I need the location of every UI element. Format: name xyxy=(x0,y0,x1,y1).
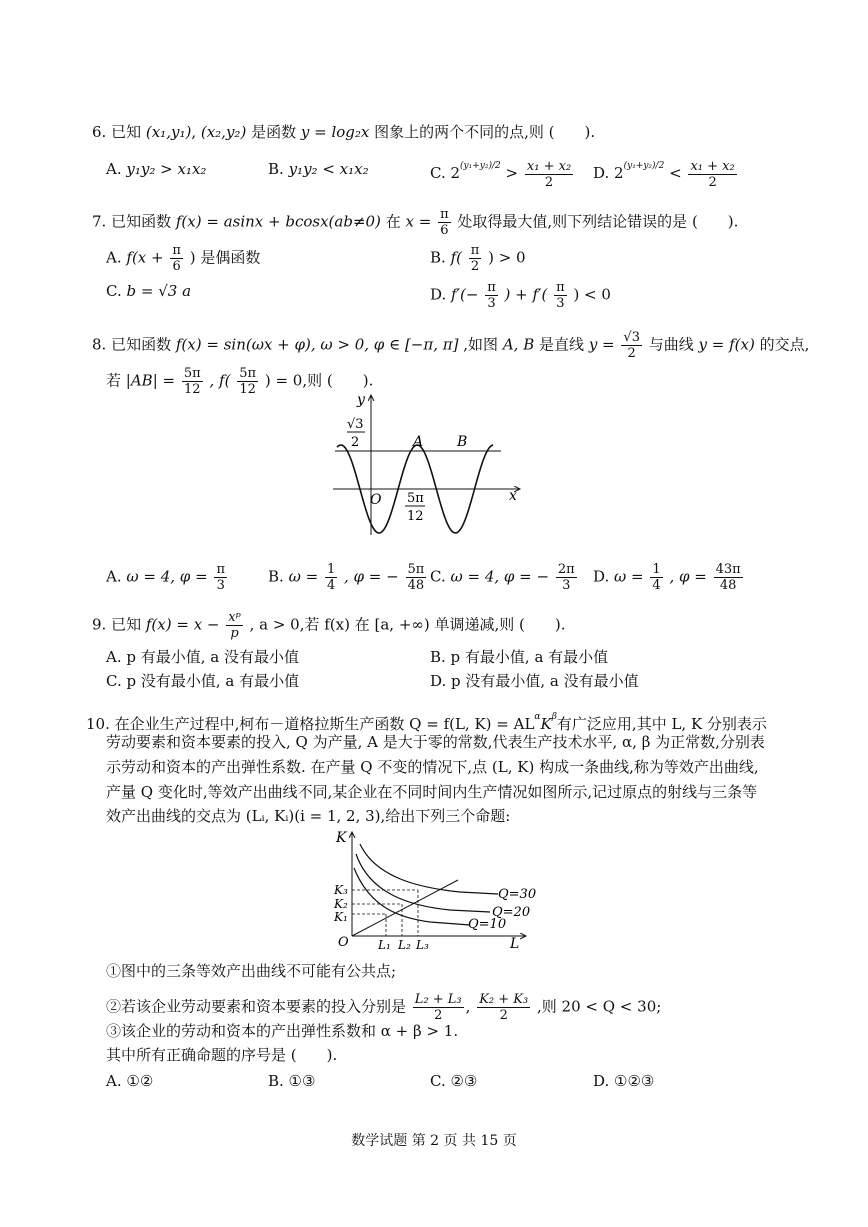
fraction-denominator: 4 xyxy=(652,578,661,593)
option-fraction xyxy=(485,280,498,311)
q8-y-eq: y = xyxy=(588,335,615,354)
q8-stem-part: ) = 0,则 ( ). xyxy=(264,371,374,390)
option-label: C. xyxy=(430,567,446,586)
fraction-denominator: 2 xyxy=(499,1008,508,1023)
q8-stem-line1 xyxy=(92,330,809,361)
fraction-denominator: p xyxy=(230,626,239,641)
fraction-numerator: x₁ + x₂ xyxy=(690,158,735,174)
q9-option-b: B. p 有最小值, a 有最小值 xyxy=(430,648,609,666)
option-label: B. xyxy=(268,160,284,178)
option-label: A. xyxy=(106,160,122,178)
fraction-numerator: 5π xyxy=(239,366,257,381)
fraction-denominator: 48 xyxy=(407,578,425,593)
q7-option-b xyxy=(430,243,526,274)
option-label: D. xyxy=(430,285,447,304)
option-fraction xyxy=(406,562,427,593)
fraction-denominator: 2 xyxy=(708,174,717,190)
label-origin: O xyxy=(338,935,349,950)
option-relation: < xyxy=(669,164,682,182)
q10-statement-2 xyxy=(106,992,661,1023)
option-fraction xyxy=(214,562,227,593)
q6-point2: (x₂,y₂) xyxy=(200,123,247,141)
fraction-numerator: 1 xyxy=(326,562,336,577)
option-text: ) < 0 xyxy=(573,285,611,304)
option-text: ω = xyxy=(288,567,319,586)
fraction-denominator: 2 xyxy=(627,346,636,361)
tick-y-denominator: 2 xyxy=(351,435,360,450)
q8-option-c xyxy=(430,562,579,593)
option-label: C. xyxy=(430,164,446,182)
option-text: ω = xyxy=(614,567,644,586)
q10-fraction xyxy=(413,992,464,1023)
q9-function: f(x) = x − xyxy=(145,615,220,634)
page-footer: 数学试题 第 2 页 共 15 页 xyxy=(351,1133,517,1149)
fraction-denominator: 48 xyxy=(719,578,737,593)
q10-sup: β xyxy=(551,712,557,722)
q6-stem-part: 图象上的两个不同的点,则 ( ). xyxy=(374,123,596,141)
q10-option-b: B. ①③ xyxy=(268,1072,316,1090)
q10-text: K xyxy=(540,715,552,733)
label-k: K xyxy=(336,830,347,846)
option-text: f( xyxy=(450,248,462,267)
q9-option-d: D. p 没有最小值, a 没有最小值 xyxy=(430,672,639,690)
q10-option-d: D. ①②③ xyxy=(593,1072,655,1090)
fraction-numerator: 43π xyxy=(715,562,741,577)
q8-option-a xyxy=(106,562,229,593)
fraction-denominator: 6 xyxy=(440,223,449,238)
q9-option-c: C. p 没有最小值, a 有最小值 xyxy=(106,672,300,690)
q10-sup: α xyxy=(534,712,541,722)
option-fraction xyxy=(688,159,736,190)
q6-function: y = log₂x xyxy=(300,123,370,141)
label-l2: L₂ xyxy=(398,938,411,952)
q9-option-a: A. p 有最小值, a 没有最小值 xyxy=(106,648,299,666)
fraction-denominator: 3 xyxy=(487,296,496,311)
fraction-numerator: π xyxy=(216,562,225,577)
q8-option-d xyxy=(593,562,745,593)
label-y: y xyxy=(357,392,365,408)
fraction-numerator: π xyxy=(487,280,496,295)
label-k2: K₂ xyxy=(334,897,348,911)
fraction-denominator: 2 xyxy=(470,259,480,274)
q8-abs-ab: |AB| = xyxy=(125,371,176,390)
tick-x-denominator: 12 xyxy=(407,509,424,524)
fraction-denominator: 4 xyxy=(326,578,336,593)
option-fraction xyxy=(525,159,573,190)
option-text: f(x + xyxy=(126,248,164,267)
option-relation: > xyxy=(505,164,519,182)
q8-stem-part: 与曲线 xyxy=(648,335,694,354)
q6-option-a xyxy=(106,158,206,180)
option-fraction xyxy=(554,280,567,311)
q6-option-c xyxy=(430,155,575,190)
q6-point1: (x₁,y₁) xyxy=(145,123,192,141)
q8-fraction xyxy=(621,330,642,361)
fraction-denominator: 12 xyxy=(184,382,201,397)
fraction-denominator: 2 xyxy=(544,174,554,190)
label-l3: L₃ xyxy=(416,938,429,952)
fraction-numerator: L₂ + L₃ xyxy=(414,992,462,1007)
fraction-numerator: π xyxy=(470,243,480,258)
q6-stem-part: 6. 已知 xyxy=(92,123,142,141)
fraction-numerator: 5π xyxy=(407,562,425,577)
q8-points: A, B xyxy=(502,335,535,354)
option-text: ) + f′( xyxy=(504,285,548,304)
fraction-numerator: 5π xyxy=(183,366,201,381)
q7-stem-part: 在 xyxy=(385,212,401,231)
isoquant-q20 xyxy=(356,854,490,912)
option-text: ) 是偶函数 xyxy=(189,248,261,267)
fraction-numerator: 2π xyxy=(557,562,575,577)
option-text: y₁y₂ > x₁x₂ xyxy=(126,160,207,178)
label-q10: Q=10 xyxy=(468,917,507,932)
q8-f: , f( xyxy=(209,371,231,390)
q6-option-b xyxy=(268,158,369,180)
option-fraction xyxy=(325,562,337,593)
option-text: ) > 0 xyxy=(488,248,526,267)
label-point-a: A xyxy=(413,434,424,450)
option-text: ω = 4, φ = − xyxy=(450,567,550,586)
q9-stem-part: , a > 0,若 f(x) 在 [a, +∞) 单调递减,则 ( ). xyxy=(249,615,566,634)
q6-stem: 6. 已知 (x₁,y₁), (x₂,y₂) 是函数 y = log₂x 图象上的两个不同的点,则 ( ). xyxy=(92,123,596,141)
q8-option-b xyxy=(268,562,428,593)
option-label: C. xyxy=(106,282,122,300)
option-label: D. xyxy=(593,164,610,182)
option-label: B. xyxy=(268,567,284,586)
isoquant-q10 xyxy=(354,868,470,925)
q8-stem-part: 8. 已知函数 xyxy=(92,335,172,354)
q10-ask: 其中所有正确命题的序号是 ( ). xyxy=(106,1046,338,1064)
q8-stem-part: 若 xyxy=(106,371,122,390)
label-l1: L₁ xyxy=(378,938,391,952)
q10-fraction xyxy=(477,992,530,1023)
q10-text: ②若该企业劳动要素和资本要素的投入分别是 xyxy=(106,997,407,1016)
option-fraction xyxy=(650,562,662,593)
label-q20: Q=20 xyxy=(492,905,531,920)
q6-stem-part: 是函数 xyxy=(251,123,297,141)
fraction-denominator: 3 xyxy=(216,578,225,593)
option-text: , φ = − xyxy=(344,567,399,586)
q7-x-eq: x = xyxy=(405,212,432,231)
option-text: b = √3 a xyxy=(126,282,192,300)
q10-text: 10. 在企业生产过程中,柯布－道格拉斯生产函数 Q = f(L, K) = AL xyxy=(86,715,535,733)
fraction-denominator: 2 xyxy=(434,1008,443,1023)
fraction-denominator: 6 xyxy=(172,259,181,274)
fraction-numerator: x₁ + x₂ xyxy=(526,158,572,174)
fraction-numerator: π xyxy=(172,243,181,258)
q7-stem-part: 7. 已知函数 xyxy=(92,212,172,231)
q6-option-d xyxy=(593,155,739,190)
q8-fraction xyxy=(237,366,258,397)
fraction-numerator: xᵖ xyxy=(228,610,241,625)
label-point-b: B xyxy=(457,434,468,450)
label-l: L xyxy=(510,936,520,952)
q10-line5: 效产出曲线的交点为 (Lᵢ, Kᵢ)(i = 1, 2, 3),给出下列三个命题: xyxy=(106,807,511,825)
option-fraction xyxy=(469,243,482,274)
fraction-denominator: 3 xyxy=(556,296,565,311)
option-exponent: (y₁+y₂)/2 xyxy=(460,161,501,171)
option-label: D. xyxy=(593,567,610,586)
q7-option-c xyxy=(106,280,191,302)
option-text: y₁y₂ < x₁x₂ xyxy=(288,160,369,178)
q10-line3: 示劳动和资本的产出弹性系数. 在产量 Q 不变的情况下,点 (L, K) 构成一条曲线,称为等效产出曲线, xyxy=(106,758,759,776)
q10-line2: 劳动要素和资本要素的投入, Q 为产量, A 是大于零的常数,代表生产技术水平, α, β 为正常数,分别表 xyxy=(106,733,765,751)
label-x: x xyxy=(509,488,517,504)
q10-statement-3: ③该企业的劳动和资本的产出弹性系数和 α + β > 1. xyxy=(106,1022,459,1040)
q10-text: 有广泛应用,其中 L, K 分别表示 xyxy=(556,715,767,733)
option-label: A. xyxy=(106,248,122,267)
option-base: 2 xyxy=(614,164,624,182)
option-fraction xyxy=(170,243,183,274)
q10-text: , xyxy=(465,997,471,1016)
option-base: 2 xyxy=(450,164,461,182)
fraction-denominator: 12 xyxy=(239,382,256,397)
label-q30: Q=30 xyxy=(498,887,537,902)
label-k3: K₃ xyxy=(334,883,348,897)
q8-stem-part: 是直线 xyxy=(539,335,585,354)
q10-option-c: C. ②③ xyxy=(430,1072,478,1090)
q8-curve: y = f(x) xyxy=(698,335,755,354)
tick-y-numerator: √3 xyxy=(347,417,364,432)
fraction-numerator: π xyxy=(556,280,565,295)
q10-statement-1: ①图中的三条等效产出曲线不可能有公共点; xyxy=(106,962,397,980)
q8-fraction xyxy=(182,366,203,397)
q7-function: f(x) = asinx + bcosx(ab≠0) xyxy=(175,212,381,231)
q7-option-a xyxy=(106,243,260,274)
label-k1: K₁ xyxy=(334,910,348,924)
tick-x-numerator: 5π xyxy=(407,491,424,506)
q7-fraction xyxy=(438,207,451,238)
q10-option-a: A. ①② xyxy=(106,1072,154,1090)
option-fraction xyxy=(714,562,743,593)
option-text: f′(− xyxy=(451,285,479,304)
option-exponent: (y₁+y₂)/2 xyxy=(623,161,665,171)
option-fraction xyxy=(556,562,577,593)
q8-function: f(x) = sin(ωx + φ), ω > 0, φ ∈ [−π, π] xyxy=(175,335,459,354)
fraction-numerator: π xyxy=(440,207,449,222)
fraction-numerator: √3 xyxy=(623,330,640,345)
fraction-numerator: 1 xyxy=(652,562,661,577)
q7-option-d xyxy=(430,280,611,311)
option-label: A. xyxy=(106,567,122,586)
ray-from-origin xyxy=(352,880,458,936)
option-label: B. xyxy=(430,248,446,267)
q10-line4: 产量 Q 变化时,等效产出曲线不同,某企业在不同时间内生产情况如图所示,记过原点的射线与三条等 xyxy=(106,783,758,801)
q9-stem-part: 9. 已知 xyxy=(92,615,142,634)
isoquant-q30 xyxy=(360,844,498,894)
q10-text: ,则 20 < Q < 30; xyxy=(537,997,662,1016)
option-text: ω = 4, φ = xyxy=(126,567,208,586)
q8-stem-part: ,如图 xyxy=(463,335,499,354)
q10-isoquant-graph xyxy=(330,828,540,952)
q8-sine-graph xyxy=(325,390,535,540)
q9-stem xyxy=(92,610,566,641)
q8-stem-part: 的交点, xyxy=(759,335,810,354)
fraction-denominator: 3 xyxy=(562,578,571,593)
fraction-numerator: K₂ + K₃ xyxy=(479,992,529,1007)
label-origin: O xyxy=(370,492,382,508)
q7-stem-part: 处取得最大值,则下列结论错误的是 ( ). xyxy=(457,212,739,231)
q7-stem xyxy=(92,207,738,238)
q9-fraction xyxy=(226,610,243,641)
option-text: , φ = xyxy=(669,567,707,586)
